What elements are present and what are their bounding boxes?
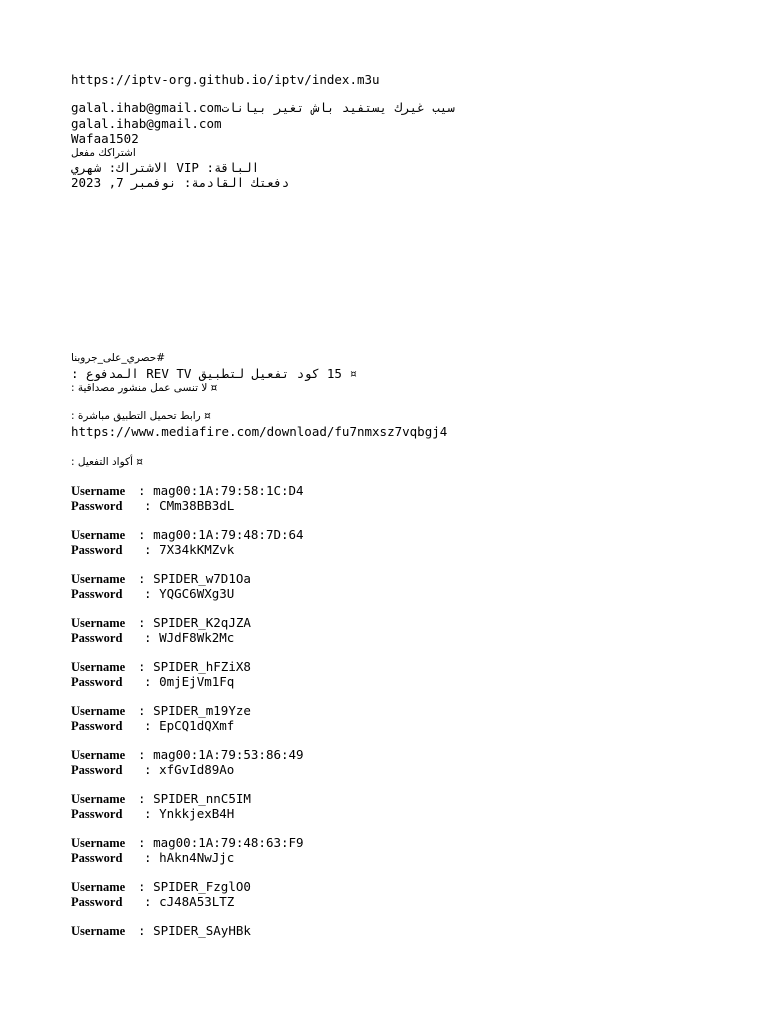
email-note-line: galal.ihab@gmail.comسيب غيرك يستفيد باش تغير بيانات (71, 100, 455, 115)
username-label: Username (71, 572, 126, 586)
credential-username-row (71, 572, 251, 586)
credential-username-row (71, 748, 304, 762)
separator: : (144, 761, 152, 777)
hashtag-line: #حصري_على_جروبنا (71, 352, 166, 364)
credential-username-row (71, 660, 251, 674)
download-url: https://www.mediafire.com/download/fu7nmxsz7vqbgj4 (71, 424, 448, 439)
credential-username-row (71, 484, 304, 498)
credential-username-row (71, 880, 251, 894)
separator: : (144, 629, 152, 645)
password-label: Password (71, 806, 123, 821)
username-label: Username (71, 792, 126, 806)
username-value: SPIDER_hFZiX8 (153, 659, 251, 674)
username-label: Username (71, 616, 126, 630)
username-label: Username (71, 484, 126, 498)
username-value: SPIDER_m19Yze (153, 703, 251, 718)
username-label: Username (71, 528, 126, 542)
separator: : (144, 805, 152, 821)
password-label: Password (71, 762, 123, 777)
credential-password-row (71, 499, 234, 513)
password-value: hAkn4NwJjc (159, 849, 235, 865)
separator: : (138, 659, 146, 674)
password-value: YnkkjexB4H (159, 805, 235, 821)
separator: : (138, 835, 146, 850)
separator: : (144, 717, 152, 733)
separator: : (138, 615, 146, 630)
password-label: Password (71, 674, 123, 689)
password-value: WJdF8Wk2Mc (159, 629, 235, 645)
username-label: Username (71, 660, 126, 674)
username-label: Username (71, 836, 126, 850)
password-label: Password (71, 586, 123, 601)
password-label: Password (71, 850, 123, 865)
separator: : (144, 673, 152, 689)
password-label: Password (71, 894, 123, 909)
username-label: Username (71, 880, 126, 894)
plan-line: الباقة: VIP الاشتراك: شهري (71, 160, 260, 175)
separator: : (138, 703, 146, 718)
username-value: mag00:1A:79:53:86:49 (153, 747, 304, 762)
password-value: CMm38BB3dL (159, 497, 235, 513)
credential-username-row (71, 616, 251, 630)
credential-password-row (71, 631, 234, 645)
download-label: ¤ رابط تحميل التطبيق مباشرة : (71, 410, 211, 422)
username-label: Username (71, 748, 126, 762)
credential-password-row (71, 851, 234, 865)
codes-heading: ¤ أكواد التفعيل : (71, 456, 143, 468)
password-label: Password (71, 498, 123, 513)
password-label: Password (71, 630, 123, 645)
separator: : (144, 849, 152, 865)
credential-password-row (71, 807, 234, 821)
separator: : (138, 923, 146, 938)
password-value: 0mjEjVm1Fq (159, 673, 235, 689)
username-value: SPIDER_nnC5IM (153, 791, 251, 806)
credential-password-row (71, 543, 234, 557)
password-label: Password (71, 718, 123, 733)
credential-username-row (71, 836, 304, 850)
username-value: SPIDER_w7D1Oa (153, 571, 251, 586)
credential-password-row (71, 675, 234, 689)
separator: : (144, 541, 152, 557)
credential-password-row (71, 587, 234, 601)
credential-password-row (71, 763, 234, 777)
password-value: xfGvId89Ao (159, 761, 235, 777)
password-value: EpCQ1dQXmf (159, 717, 235, 733)
separator: : (138, 483, 146, 498)
credential-username-row (71, 704, 251, 718)
username-label: Username (71, 704, 126, 718)
credential-password-row (71, 895, 234, 909)
subscription-status: اشتراكك مفعل (71, 147, 136, 159)
password-value: YQGC6WXg3U (159, 585, 235, 601)
username-value: mag00:1A:79:48:63:F9 (153, 835, 304, 850)
email-line: galal.ihab@gmail.com (71, 116, 222, 131)
separator: : (138, 527, 146, 542)
separator: : (138, 791, 146, 806)
separator: : (138, 571, 146, 586)
next-payment-line: دفعتك القادمة: نوفمبر 7, 2023 (71, 175, 290, 190)
separator: : (138, 747, 146, 762)
username-value: SPIDER_FzglO0 (153, 879, 251, 894)
username-value: SPIDER_K2qJZA (153, 615, 251, 630)
credential-username-row (71, 924, 251, 938)
username-value: SPIDER_SAyHBk (153, 923, 251, 938)
password-value: cJ48A53LTZ (159, 893, 235, 909)
password-value: 7X34kKMZvk (159, 541, 235, 557)
reminder-line: ¤ لا تنسى عمل منشور مصداقية : (71, 382, 218, 394)
credential-password-row (71, 719, 234, 733)
password-label: Password (71, 542, 123, 557)
codes-line: ¤ 15 كود تفعيل لتطبيق REV TV المدفوع : (71, 366, 358, 381)
username-label: Username (71, 924, 126, 938)
separator: : (144, 893, 152, 909)
username-value: mag00:1A:79:58:1C:D4 (153, 483, 304, 498)
credential-username-row (71, 792, 251, 806)
password-line: Wafaa1502 (71, 131, 139, 146)
separator: : (138, 879, 146, 894)
separator: : (144, 585, 152, 601)
m3u-url: https://iptv-org.github.io/iptv/index.m3u (71, 72, 380, 87)
credential-username-row (71, 528, 304, 542)
username-value: mag00:1A:79:48:7D:64 (153, 527, 304, 542)
separator: : (144, 497, 152, 513)
